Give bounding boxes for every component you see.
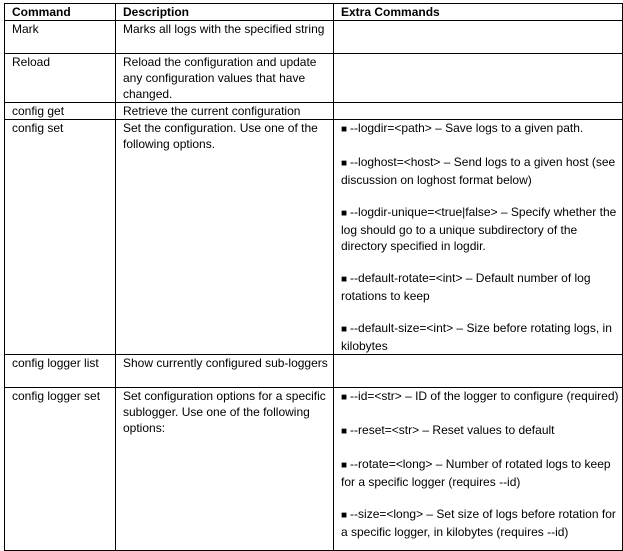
table-row	[5, 103, 623, 120]
table-row	[5, 21, 623, 54]
command-cell: config logger list	[5, 355, 116, 388]
table-row	[5, 120, 623, 355]
command-cell: Reload	[5, 54, 116, 103]
bullet-icon: ■	[341, 158, 348, 169]
header-command: Command	[5, 4, 116, 21]
description-cell: Retrieve the current configuration	[116, 103, 334, 120]
command-cell: config get	[5, 103, 116, 120]
description-cell: Set configuration options for a specific sublogger. Use one of the following options:	[116, 388, 334, 551]
option-text: --logdir-unique=<true|false> – Specify whether the log should go to a unique subdirectory of the directory specified in logdir.	[341, 205, 617, 253]
option-item	[341, 120, 619, 138]
bullet-icon: ■	[341, 460, 348, 471]
commands-table	[4, 3, 623, 551]
option-text: --rotate=<long> – Number of rotated logs to keep for a specific logger (requires --id)	[341, 457, 611, 489]
bullet-icon: ■	[341, 274, 348, 285]
option-item	[341, 422, 619, 440]
description-cell: Set the configuration. Use one of the following options.	[116, 120, 334, 355]
description-cell: Reload the configuration and update any configuration values that have changed.	[116, 54, 334, 103]
option-text: --default-rotate=<int> – Default number of log rotations to keep	[341, 271, 591, 303]
header-description: Description	[116, 4, 334, 21]
option-text: --id=<str> – ID of the logger to configure (required)	[350, 389, 619, 403]
extra-commands-cell	[334, 355, 623, 388]
bullet-icon: ■	[341, 324, 348, 335]
bullet-icon: ■	[341, 124, 348, 135]
extra-commands-cell	[334, 388, 623, 551]
option-item	[341, 388, 619, 406]
option-item	[341, 506, 619, 540]
bullet-icon: ■	[341, 208, 348, 219]
table-row	[5, 355, 623, 388]
table-row	[5, 388, 623, 551]
extra-commands-cell	[334, 103, 623, 120]
extra-commands-cell	[334, 21, 623, 54]
option-text: --size=<long> – Set size of logs before rotation for a specific logger, in kilobytes (requires --id)	[341, 507, 616, 539]
option-text: --loghost=<host> – Send logs to a given host (see discussion on loghost format below)	[341, 155, 616, 187]
table-row	[5, 54, 623, 103]
option-item	[341, 154, 619, 188]
bullet-icon: ■	[341, 510, 348, 521]
option-text: --logdir=<path> – Save logs to a given path.	[350, 121, 584, 135]
option-text: --default-size=<int> – Size before rotating logs, in kilobytes	[341, 321, 612, 353]
command-cell: config logger set	[5, 388, 116, 551]
description-cell: Marks all logs with the specified string	[116, 21, 334, 54]
bullet-icon: ■	[341, 392, 348, 403]
description-cell: Show currently configured sub-loggers	[116, 355, 334, 388]
option-item	[341, 270, 619, 304]
option-item	[341, 320, 619, 354]
table-header-row	[5, 4, 623, 21]
option-item	[341, 456, 619, 490]
extra-commands-cell	[334, 120, 623, 355]
bullet-icon: ■	[341, 426, 348, 437]
extra-commands-cell	[334, 54, 623, 103]
command-cell: Mark	[5, 21, 116, 54]
header-extra-commands: Extra Commands	[334, 4, 623, 21]
command-cell: config set	[5, 120, 116, 355]
option-item	[341, 204, 619, 254]
option-text: --reset=<str> – Reset values to default	[350, 423, 555, 437]
